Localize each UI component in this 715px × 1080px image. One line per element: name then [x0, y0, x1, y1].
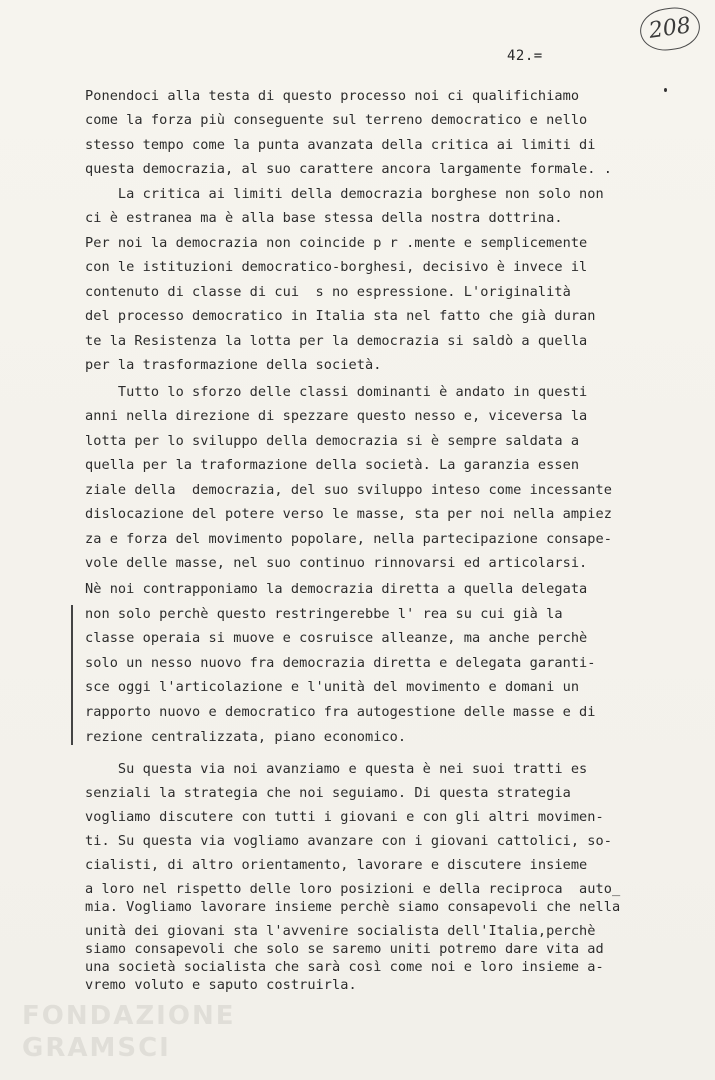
- watermark-line: FONDAZIONE: [22, 1001, 236, 1031]
- watermark-line: GRAMSCI: [22, 1033, 171, 1063]
- text-line: cialisti, di altro orientamento, lavorare e discutere insieme: [85, 857, 588, 873]
- ink-dot: [664, 88, 667, 92]
- text-line: unità dei giovani sta l'avvenire socialista dell'Italia,perchè: [85, 923, 596, 939]
- text-line: siamo consapevoli che solo se saremo uniti potremo dare vita ad: [85, 941, 604, 957]
- text-line: del processo democratico in Italia sta nel fatto che già duran: [85, 308, 596, 324]
- text-line: te la Resistenza la lotta per la democrazia si saldò a quella: [85, 333, 588, 349]
- text-line: La critica ai limiti della democrazia borghese non solo non: [85, 186, 604, 202]
- archive-watermark: [22, 1000, 235, 1064]
- text-line: per la trasformazione della società.: [85, 357, 382, 373]
- text-line: Tutto lo sforzo delle classi dominanti è andato in questi: [85, 384, 588, 400]
- page-number: 42.=: [507, 48, 543, 64]
- text-line: ci è estranea ma è alla base stessa della nostra dottrina.: [85, 210, 563, 226]
- text-line: za e forza del movimento popolare, nella partecipazione consape-: [85, 531, 612, 547]
- text-line: rezione centralizzata, piano economico.: [85, 729, 407, 745]
- text-line: vremo voluto e saputo costruirla.: [85, 977, 357, 993]
- text-line: solo un nesso nuovo fra democrazia diretta e delegata garanti-: [85, 655, 596, 671]
- text-line: dislocazione del potere verso le masse, sta per noi nella ampiez: [85, 506, 612, 522]
- text-line: a loro nel rispetto delle loro posizioni e della reciproca auto_: [85, 881, 621, 897]
- text-line: lotta per lo sviluppo della democrazia si è sempre saldata a: [85, 433, 580, 449]
- text-line: ziale della democrazia, del suo sviluppo inteso come incessante: [85, 482, 612, 498]
- text-line: Su questa via noi avanziamo e questa è nei suoi tratti es: [85, 761, 588, 777]
- text-line: vogliamo discutere con tutti i giovani e con gli altri movimen-: [85, 809, 604, 825]
- text-line: una società socialista che sarà così come noi e loro insieme a-: [85, 959, 604, 975]
- text-line: questa democrazia, al suo carattere ancora largamente formale. .: [85, 161, 612, 177]
- margin-vertical-mark: [71, 605, 73, 745]
- text-line: Ponendoci alla testa di questo processo noi ci qualifichiamo: [85, 88, 580, 104]
- text-line: con le istituzioni democratico-borghesi, decisivo è invece il: [85, 259, 588, 275]
- text-line: ti. Su questa via vogliamo avanzare con i giovani cattolici, so-: [85, 833, 612, 849]
- text-line: contenuto di classe di cui s no espressione. L'originalità: [85, 284, 571, 300]
- archive-stamp-number: 208: [637, 4, 702, 54]
- text-line: sce oggi l'articolazione e l'unità del movimento e domani un: [85, 679, 580, 695]
- text-line: anni nella direzione di spezzare questo nesso e, viceversa la: [85, 408, 588, 424]
- text-line: classe operaia si muove e cosruisce alleanze, ma anche perchè: [85, 630, 588, 646]
- text-line: come la forza più conseguente sul terreno democratico e nello: [85, 112, 588, 128]
- text-line: mia. Vogliamo lavorare insieme perchè siamo consapevoli che nella: [85, 899, 621, 915]
- text-line: senziali la strategia che noi seguiamo. Di questa strategia: [85, 785, 571, 801]
- text-line: non solo perchè questo restringerebbe l' rea su cui già la: [85, 606, 563, 622]
- text-line: Per noi la democrazia non coincide p r .mente e semplicemente: [85, 235, 588, 251]
- text-line: stesso tempo come la punta avanzata della critica ai limiti di: [85, 137, 596, 153]
- text-line: vole delle masse, nel suo continuo rinnovarsi ed articolarsi.: [85, 555, 588, 571]
- text-line: rapporto nuovo e democratico fra autogestione delle masse e di: [85, 704, 596, 720]
- text-line: Nè noi contrapponiamo la democrazia diretta a quella delegata: [85, 581, 588, 597]
- text-line: quella per la traformazione della società. La garanzia essen: [85, 457, 580, 473]
